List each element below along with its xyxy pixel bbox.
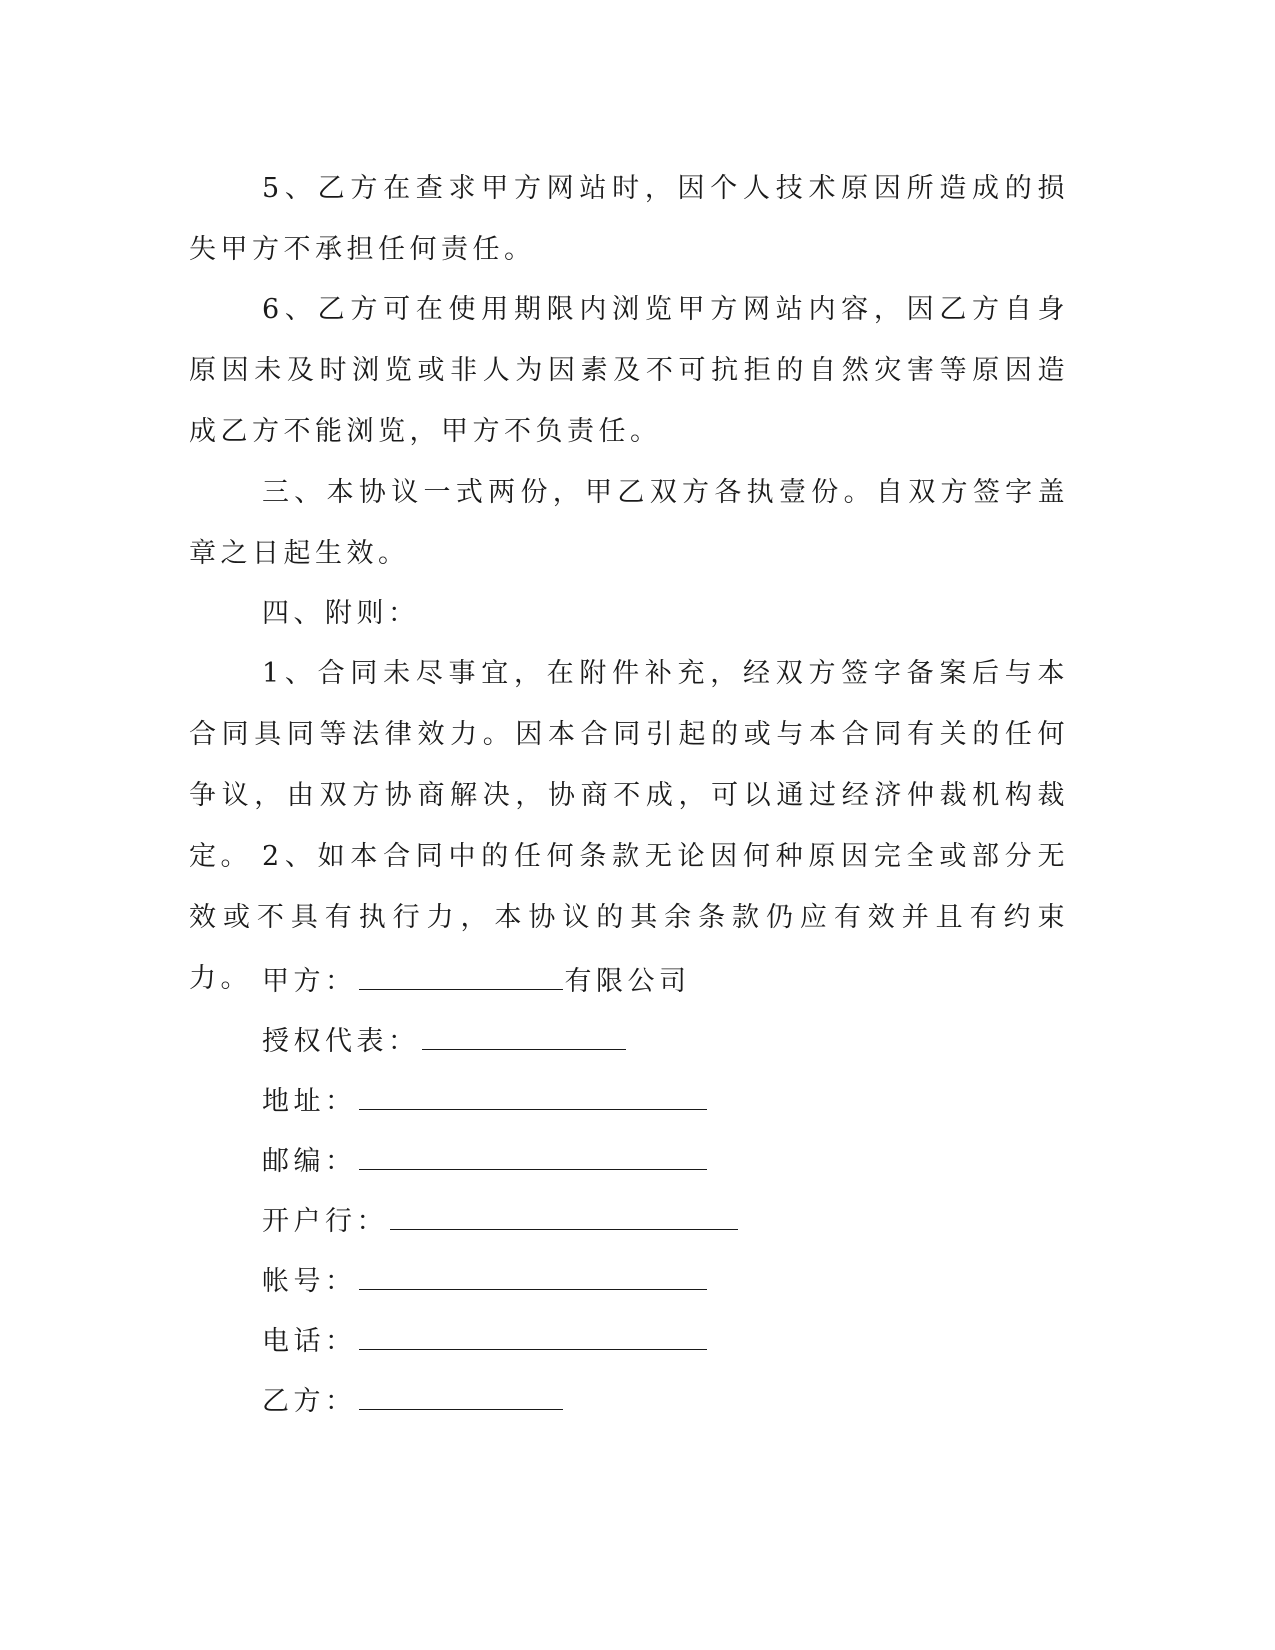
postcode-label: 邮编： [262, 1146, 357, 1177]
representative-label: 授权代表： [262, 1026, 420, 1057]
party-a-label: 甲方： [262, 966, 357, 997]
phone-field [262, 1322, 709, 1362]
party-a-suffix: 有限公司 [564, 966, 691, 997]
party-a-blank-line[interactable] [359, 963, 563, 990]
party-b-field [262, 1382, 565, 1422]
party-a-field [262, 962, 691, 1002]
postcode-field [262, 1142, 709, 1182]
representative-field [262, 1022, 628, 1062]
section-3-paragraph: 三、本协议一式两份，甲乙双方各执壹份。自双方签字盖章之日起生效。 [189, 477, 1069, 569]
clause-5-paragraph: 5、乙方在查求甲方网站时，因个人技术原因所造成的损失甲方不承担任何责任。 [189, 173, 1069, 265]
phone-label: 电话： [262, 1326, 357, 1357]
account-label: 帐号： [262, 1266, 357, 1297]
address-label: 地址： [262, 1086, 357, 1117]
section-4-heading: 四、附则： [262, 598, 420, 629]
address-field [262, 1082, 709, 1122]
bank-field [262, 1202, 740, 1242]
phone-blank-line[interactable] [359, 1323, 707, 1350]
postcode-blank-line[interactable] [359, 1143, 707, 1170]
representative-blank-line[interactable] [422, 1023, 626, 1050]
appendix-clause-2-paragraph: 2、如本合同中的任何条款无论因何种原因完全或部分无效或不具有执行力，本协议的其余条款仍应有效并且有约束力。 [189, 841, 1069, 994]
party-b-label: 乙方： [262, 1386, 357, 1417]
clause-6-paragraph: 6、乙方可在使用期限内浏览甲方网站内容，因乙方自身原因未及时浏览或非人为因素及不可抗拒的自然灾害等原因造成乙方不能浏览，甲方不负责任。 [189, 294, 1069, 447]
address-blank-line[interactable] [359, 1083, 707, 1110]
appendix-clause-1-paragraph: 1、合同未尽事宜，在附件补充，经双方签字备案后与本合同具同等法律效力。因本合同引起的或与本合同有关的任何争议，由双方协商解决，协商不成，可以通过经济仲裁机构裁定。 [189, 658, 1069, 872]
bank-label: 开户行： [262, 1206, 388, 1237]
account-field [262, 1262, 709, 1302]
party-b-blank-line[interactable] [359, 1383, 563, 1410]
bank-blank-line[interactable] [390, 1203, 738, 1230]
account-blank-line[interactable] [359, 1263, 707, 1290]
